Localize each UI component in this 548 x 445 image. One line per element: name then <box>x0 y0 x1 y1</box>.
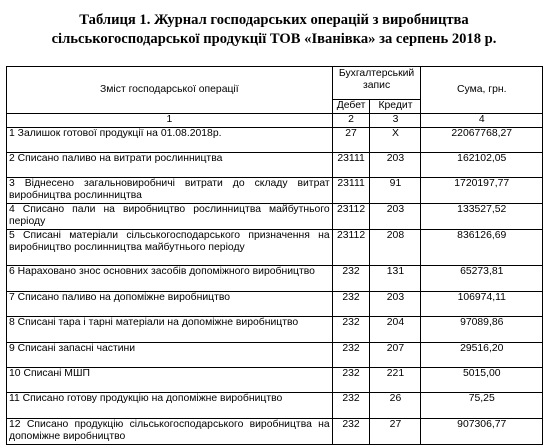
credit-account: 91 <box>370 178 421 204</box>
column-number: 1 <box>7 114 333 128</box>
operation-amount: 29516,20 <box>421 343 543 368</box>
table-caption-line-1: Таблиця 1. Журнал господарських операцій з виробництва <box>79 12 469 28</box>
debit-account: 27 <box>332 128 370 153</box>
column-number: 4 <box>421 114 543 128</box>
credit-account: 131 <box>370 266 421 292</box>
operation-amount: 22067768,27 <box>421 128 543 153</box>
debit-account: 23111 <box>332 153 370 178</box>
table-caption <box>0 11 548 49</box>
header-description: Зміст господарської операції <box>7 67 333 114</box>
debit-account: 232 <box>332 393 370 419</box>
header-accounting-entry: Бухгалтерський запис <box>332 67 421 100</box>
operation-amount: 1720197,77 <box>421 178 543 204</box>
operation-amount: 75,25 <box>421 393 543 419</box>
credit-account: 203 <box>370 204 421 230</box>
table-row <box>7 419 543 445</box>
debit-account: 23112 <box>332 204 370 230</box>
column-number: 2 <box>332 114 370 128</box>
column-number-row <box>7 114 543 128</box>
credit-account: 203 <box>370 153 421 178</box>
credit-account: 207 <box>370 343 421 368</box>
table-row <box>7 128 543 153</box>
operation-amount: 133527,52 <box>421 204 543 230</box>
operation-description: 6 Нараховано знос основних засобів допоміжного виробництво <box>7 266 333 292</box>
operation-description: 11 Списано готову продукцію на допоміжне виробництво <box>7 393 333 419</box>
operation-amount: 5015,00 <box>421 368 543 393</box>
table-row <box>7 292 543 317</box>
header-debit: Дебет <box>332 100 370 114</box>
credit-account: 27 <box>370 419 421 445</box>
table-row <box>7 343 543 368</box>
debit-account: 232 <box>332 419 370 445</box>
credit-account: 26 <box>370 393 421 419</box>
operation-amount: 106974,11 <box>421 292 543 317</box>
operation-description: 5 Списані матеріали сільськогосподарського призначення на виробництво рослинництва майбутнього періоду <box>7 230 333 266</box>
credit-account: 204 <box>370 317 421 343</box>
header-amount: Сума, грн. <box>421 67 543 114</box>
operation-description: 4 Списано пали на виробництво рослинництва майбутнього періоду <box>7 204 333 230</box>
debit-account: 232 <box>332 292 370 317</box>
table-row <box>7 204 543 230</box>
operations-journal-table <box>6 66 543 445</box>
operation-amount: 836126,69 <box>421 230 543 266</box>
credit-account: 221 <box>370 368 421 393</box>
table-row <box>7 368 543 393</box>
operation-description: 10 Списані МШП <box>7 368 333 393</box>
operation-amount: 907306,77 <box>421 419 543 445</box>
table-caption-line-2: сільськогосподарської продукції ТОВ «Іванівка» за серпень 2018 р. <box>51 31 497 47</box>
table-row <box>7 266 543 292</box>
table-row <box>7 178 543 204</box>
operation-amount: 97089,86 <box>421 317 543 343</box>
operation-description: 3 Віднесено загальновиробничі витрати до складу витрат виробництва рослинництва <box>7 178 333 204</box>
debit-account: 232 <box>332 368 370 393</box>
debit-account: 232 <box>332 266 370 292</box>
operation-amount: 65273,81 <box>421 266 543 292</box>
header-row <box>7 67 543 100</box>
column-number: 3 <box>370 114 421 128</box>
credit-account: 203 <box>370 292 421 317</box>
debit-account: 23112 <box>332 230 370 266</box>
table-row <box>7 393 543 419</box>
table-row <box>7 153 543 178</box>
credit-account: X <box>370 128 421 153</box>
operation-description: 8 Списані тара і тарні матеріали на допоміжне виробництво <box>7 317 333 343</box>
operation-description: 9 Списані запасні частини <box>7 343 333 368</box>
debit-account: 232 <box>332 343 370 368</box>
table-row <box>7 230 543 266</box>
header-credit: Кредит <box>370 100 421 114</box>
operation-description: 1 Залишок готової продукції на 01.08.2018р. <box>7 128 333 153</box>
operation-description: 7 Списано паливо на допоміжне виробництво <box>7 292 333 317</box>
operation-description: 2 Списано паливо на витрати рослинництва <box>7 153 333 178</box>
debit-account: 23111 <box>332 178 370 204</box>
operation-description: 12 Списано продукцію сільськогосподарського виробництва на допоміжне виробництво <box>7 419 333 445</box>
credit-account: 208 <box>370 230 421 266</box>
operation-amount: 162102,05 <box>421 153 543 178</box>
table-row <box>7 317 543 343</box>
debit-account: 232 <box>332 317 370 343</box>
